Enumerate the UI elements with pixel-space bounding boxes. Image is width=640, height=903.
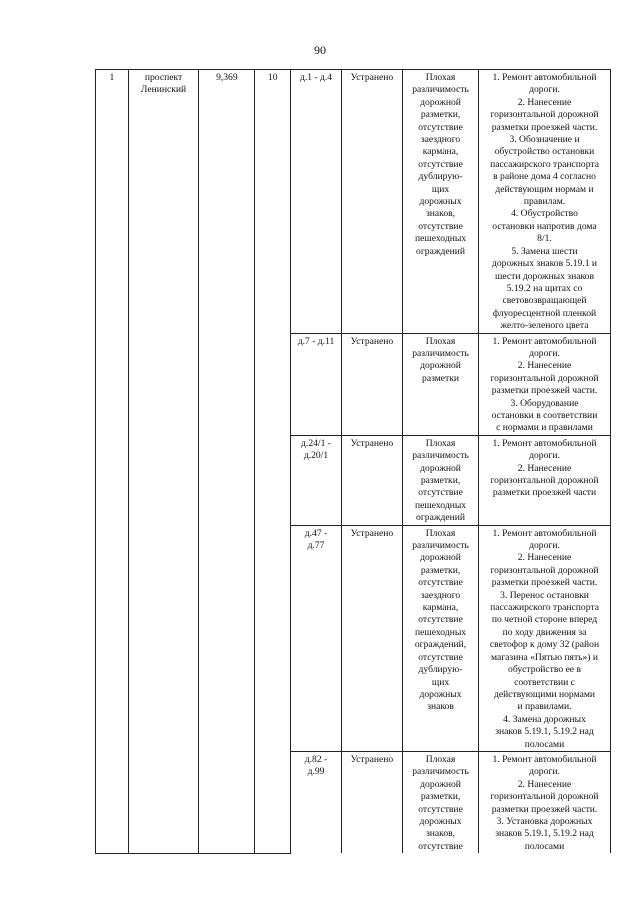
house-range-cell: д.24/1 - д.20/1 (291, 435, 342, 525)
entry-number-cell: 1 (96, 70, 129, 854)
table-row (96, 70, 611, 334)
measures-cell: 1. Ремонт автомобильной дороги. 2. Нанесение горизонтальной дорожной разметки проезжей части. 3. Обозначение и обустройство остановки пассажирского транспорта в районе дома 4 согласно действующим нормам и правилам. 4. Обустройство остановки напротив дома 8/1. 5. Замена шести дорожных знаков 5.19.1 и шести дорожных знаков 5.19.2 на щитах со световозвращающей флуоресцентной пленкой желто-зеленого цвета (479, 70, 611, 334)
page-number: 90 (314, 43, 326, 57)
house-range-cell: д.7 - д.11 (291, 333, 342, 435)
problem-cell: Плохая различимость дорожной разметки, отсутствие заездного кармана, отсутствие пешеходных ограждений, отсутствие дублирую- щих дорожных знаков (403, 525, 479, 751)
house-range-cell: д.82 - д.99 (291, 751, 342, 853)
problem-cell: Плохая различимость дорожной разметки, отсутствие заездного кармана, отсутствие дублирую- щих дорожных знаков, отсутствие пешеходных ограждений (403, 70, 479, 334)
measures-cell: 1. Ремонт автомобильной дороги. 2. Нанесение горизонтальной дорожной разметки проезжей части. 3. Оборудование остановки в соответствии с нормами и правилами (479, 333, 611, 435)
street-name-cell: проспект Ленинский (128, 70, 199, 854)
status-cell: Устранено (341, 333, 402, 435)
problem-cell: Плохая различимость дорожной разметки (403, 333, 479, 435)
problem-cell: Плохая различимость дорожной разметки, отсутствие пешеходных ограждений (403, 435, 479, 525)
length-cell: 9,369 (199, 70, 255, 854)
house-range-cell: д.1 - д.4 (291, 70, 342, 334)
measures-cell: 1. Ремонт автомобильной дороги. 2. Нанесение горизонтальной дорожной разметки проезжей части. 3. Установка дорожных знаков 5.19.1, 5.19.2 над полосами (479, 751, 611, 853)
status-cell: Устранено (341, 435, 402, 525)
measures-cell: 1. Ремонт автомобильной дороги. 2. Нанесение горизонтальной дорожной разметки проезжей части (479, 435, 611, 525)
house-range-cell: д.47 - д.77 (291, 525, 342, 751)
status-cell: Устранено (341, 70, 402, 334)
count-cell: 10 (255, 70, 291, 854)
road-defects-table (95, 69, 611, 854)
problem-cell: Плохая различимость дорожной разметки, отсутствие дорожных знаков, отсутствие (403, 751, 479, 853)
status-cell: Устранено (341, 751, 402, 853)
status-cell: Устранено (341, 525, 402, 751)
measures-cell: 1. Ремонт автомобильной дороги. 2. Нанесение горизонтальной дорожной разметки проезжей части. 3. Перенос остановки пассажирского транспорта по четной стороне вперед по ходу движения за светофор к дому 32 (район магазина «Пятью пять») и обустройство ее в соответствии с действующими нормами и правилами. 4. Замена дорожных знаков 5.19.1, 5.19.2 над полосами (479, 525, 611, 751)
